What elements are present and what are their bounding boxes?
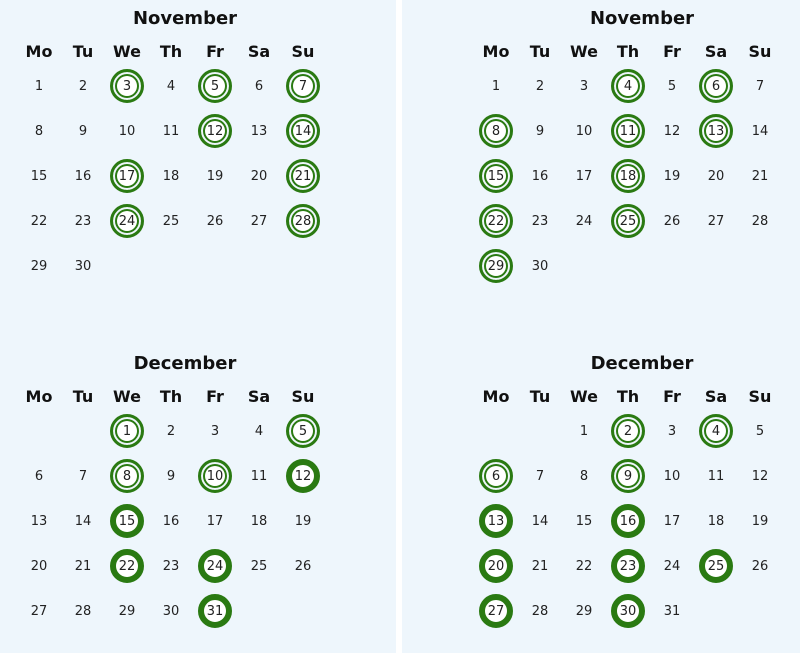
- day-cell[interactable]: 13: [479, 504, 513, 538]
- day-cell[interactable]: 2: [611, 414, 645, 448]
- day-cell[interactable]: 21: [74, 558, 92, 574]
- day-cell[interactable]: 20: [250, 168, 268, 184]
- day-cell[interactable]: 23: [162, 558, 180, 574]
- weekday-header: Th: [616, 42, 640, 61]
- left-panel: [0, 0, 396, 653]
- day-cell[interactable]: 11: [162, 123, 180, 139]
- weekday-header: Su: [291, 42, 315, 61]
- day-cell[interactable]: 9: [78, 123, 88, 139]
- day-cell[interactable]: 31: [663, 603, 681, 619]
- day-cell[interactable]: 23: [74, 213, 92, 229]
- weekday-header: Sa: [247, 387, 271, 406]
- day-cell[interactable]: 11: [707, 468, 725, 484]
- weekday-header: Fr: [206, 387, 224, 406]
- day-cell[interactable]: 14: [531, 513, 549, 529]
- day-cell[interactable]: 24: [575, 213, 593, 229]
- day-cell[interactable]: 6: [254, 78, 264, 94]
- month-title: December: [590, 353, 694, 374]
- day-cell[interactable]: 29: [118, 603, 136, 619]
- day-cell[interactable]: 23: [531, 213, 549, 229]
- day-cell[interactable]: 18: [162, 168, 180, 184]
- day-cell[interactable]: 22: [575, 558, 593, 574]
- day-cell[interactable]: 19: [206, 168, 224, 184]
- day-cell[interactable]: 14: [74, 513, 92, 529]
- right-panel: [402, 0, 800, 653]
- day-cell[interactable]: 17: [110, 159, 144, 193]
- day-cell[interactable]: 7: [535, 468, 545, 484]
- day-cell[interactable]: 26: [206, 213, 224, 229]
- day-cell[interactable]: 25: [162, 213, 180, 229]
- day-cell[interactable]: 20: [479, 549, 513, 583]
- weekday-header: Fr: [663, 387, 681, 406]
- weekday-header: We: [113, 42, 141, 61]
- day-cell[interactable]: 24: [110, 204, 144, 238]
- weekday-header: Tu: [72, 387, 94, 406]
- day-cell[interactable]: 27: [250, 213, 268, 229]
- day-cell[interactable]: 12: [198, 114, 232, 148]
- weekday-header: Th: [159, 42, 183, 61]
- weekday-header: Mo: [25, 387, 53, 406]
- day-cell[interactable]: 26: [294, 558, 312, 574]
- day-cell[interactable]: 1: [110, 414, 144, 448]
- day-cell[interactable]: 7: [755, 78, 765, 94]
- day-cell[interactable]: 3: [210, 423, 220, 439]
- day-cell[interactable]: 29: [575, 603, 593, 619]
- day-cell[interactable]: 6: [34, 468, 44, 484]
- day-cell[interactable]: 6: [699, 69, 733, 103]
- day-cell[interactable]: 7: [78, 468, 88, 484]
- day-cell[interactable]: 5: [286, 414, 320, 448]
- day-cell[interactable]: 18: [707, 513, 725, 529]
- weekday-header: Su: [291, 387, 315, 406]
- day-cell[interactable]: 22: [479, 204, 513, 238]
- day-cell[interactable]: 25: [699, 549, 733, 583]
- weekday-header: Su: [748, 42, 772, 61]
- day-cell[interactable]: 9: [611, 459, 645, 493]
- day-cell[interactable]: 21: [751, 168, 769, 184]
- day-cell[interactable]: 5: [667, 78, 677, 94]
- day-cell[interactable]: 26: [663, 213, 681, 229]
- weekday-header: Su: [748, 387, 772, 406]
- day-cell[interactable]: 26: [751, 558, 769, 574]
- day-cell[interactable]: 24: [198, 549, 232, 583]
- weekday-header: Fr: [663, 42, 681, 61]
- day-cell[interactable]: 11: [250, 468, 268, 484]
- weekday-header: Tu: [72, 42, 94, 61]
- weekday-header: Sa: [247, 42, 271, 61]
- day-cell[interactable]: 25: [250, 558, 268, 574]
- day-cell[interactable]: 28: [74, 603, 92, 619]
- day-cell[interactable]: 12: [286, 459, 320, 493]
- day-cell[interactable]: 16: [531, 168, 549, 184]
- day-cell[interactable]: 17: [663, 513, 681, 529]
- weekday-header: Tu: [529, 387, 551, 406]
- day-cell[interactable]: 1: [579, 423, 589, 439]
- day-cell[interactable]: 25: [611, 204, 645, 238]
- day-cell[interactable]: 8: [579, 468, 589, 484]
- day-cell[interactable]: 4: [254, 423, 264, 439]
- day-cell[interactable]: 7: [286, 69, 320, 103]
- day-cell[interactable]: 19: [294, 513, 312, 529]
- day-cell[interactable]: 22: [110, 549, 144, 583]
- weekday-header: We: [570, 387, 598, 406]
- day-cell[interactable]: 15: [575, 513, 593, 529]
- day-cell[interactable]: 18: [611, 159, 645, 193]
- day-cell[interactable]: 8: [479, 114, 513, 148]
- day-cell[interactable]: 27: [479, 594, 513, 628]
- day-cell[interactable]: 10: [118, 123, 136, 139]
- day-cell[interactable]: 2: [78, 78, 88, 94]
- day-cell[interactable]: 2: [535, 78, 545, 94]
- weekday-header: Mo: [482, 42, 510, 61]
- day-cell[interactable]: 2: [166, 423, 176, 439]
- day-cell[interactable]: 20: [30, 558, 48, 574]
- day-cell[interactable]: 13: [30, 513, 48, 529]
- day-cell[interactable]: 28: [286, 204, 320, 238]
- day-cell[interactable]: 10: [198, 459, 232, 493]
- day-cell[interactable]: 12: [663, 123, 681, 139]
- day-cell[interactable]: 5: [198, 69, 232, 103]
- weekday-header: Tu: [529, 42, 551, 61]
- day-cell[interactable]: 4: [699, 414, 733, 448]
- day-cell[interactable]: 14: [751, 123, 769, 139]
- day-cell[interactable]: 13: [699, 114, 733, 148]
- day-cell[interactable]: 18: [250, 513, 268, 529]
- day-cell[interactable]: 27: [707, 213, 725, 229]
- day-cell[interactable]: 20: [707, 168, 725, 184]
- day-cell[interactable]: 3: [110, 69, 144, 103]
- day-cell[interactable]: 30: [611, 594, 645, 628]
- day-cell[interactable]: 19: [663, 168, 681, 184]
- day-cell[interactable]: 21: [286, 159, 320, 193]
- month-title: November: [589, 8, 695, 29]
- day-cell[interactable]: 15: [30, 168, 48, 184]
- day-cell[interactable]: 14: [286, 114, 320, 148]
- weekday-header: Fr: [206, 42, 224, 61]
- weekday-header: Mo: [25, 42, 53, 61]
- day-cell[interactable]: 10: [663, 468, 681, 484]
- weekday-header: Mo: [482, 387, 510, 406]
- day-cell[interactable]: 13: [250, 123, 268, 139]
- day-cell[interactable]: 28: [751, 213, 769, 229]
- day-cell[interactable]: 6: [479, 459, 513, 493]
- day-cell[interactable]: 28: [531, 603, 549, 619]
- day-cell[interactable]: 15: [479, 159, 513, 193]
- day-cell[interactable]: 9: [535, 123, 545, 139]
- weekday-header: Th: [616, 387, 640, 406]
- day-cell[interactable]: 8: [110, 459, 144, 493]
- weekday-header: Sa: [704, 387, 728, 406]
- day-cell[interactable]: 22: [30, 213, 48, 229]
- day-cell[interactable]: 19: [751, 513, 769, 529]
- day-cell[interactable]: 24: [663, 558, 681, 574]
- day-cell[interactable]: 31: [198, 594, 232, 628]
- weekday-header: Sa: [704, 42, 728, 61]
- day-cell[interactable]: 29: [479, 249, 513, 283]
- day-cell[interactable]: 8: [34, 123, 44, 139]
- day-cell[interactable]: 30: [74, 258, 92, 274]
- day-cell[interactable]: 23: [611, 549, 645, 583]
- day-cell[interactable]: 1: [34, 78, 44, 94]
- day-cell[interactable]: 17: [575, 168, 593, 184]
- day-cell[interactable]: 16: [74, 168, 92, 184]
- weekday-header: We: [113, 387, 141, 406]
- month-title: December: [133, 353, 237, 374]
- day-cell[interactable]: 5: [755, 423, 765, 439]
- day-cell[interactable]: 30: [162, 603, 180, 619]
- day-cell[interactable]: 30: [531, 258, 549, 274]
- day-cell[interactable]: 16: [611, 504, 645, 538]
- month-title: November: [132, 8, 238, 29]
- day-cell[interactable]: 29: [30, 258, 48, 274]
- day-cell[interactable]: 27: [30, 603, 48, 619]
- day-cell[interactable]: 15: [110, 504, 144, 538]
- day-cell[interactable]: 9: [166, 468, 176, 484]
- day-cell[interactable]: 16: [162, 513, 180, 529]
- day-cell[interactable]: 11: [611, 114, 645, 148]
- day-cell[interactable]: 12: [751, 468, 769, 484]
- day-cell[interactable]: 1: [491, 78, 501, 94]
- day-cell[interactable]: 21: [531, 558, 549, 574]
- weekday-header: We: [570, 42, 598, 61]
- weekday-header: Th: [159, 387, 183, 406]
- day-cell[interactable]: 3: [667, 423, 677, 439]
- day-cell[interactable]: 10: [575, 123, 593, 139]
- day-cell[interactable]: 4: [166, 78, 176, 94]
- day-cell[interactable]: 3: [579, 78, 589, 94]
- day-cell[interactable]: 17: [206, 513, 224, 529]
- day-cell[interactable]: 4: [611, 69, 645, 103]
